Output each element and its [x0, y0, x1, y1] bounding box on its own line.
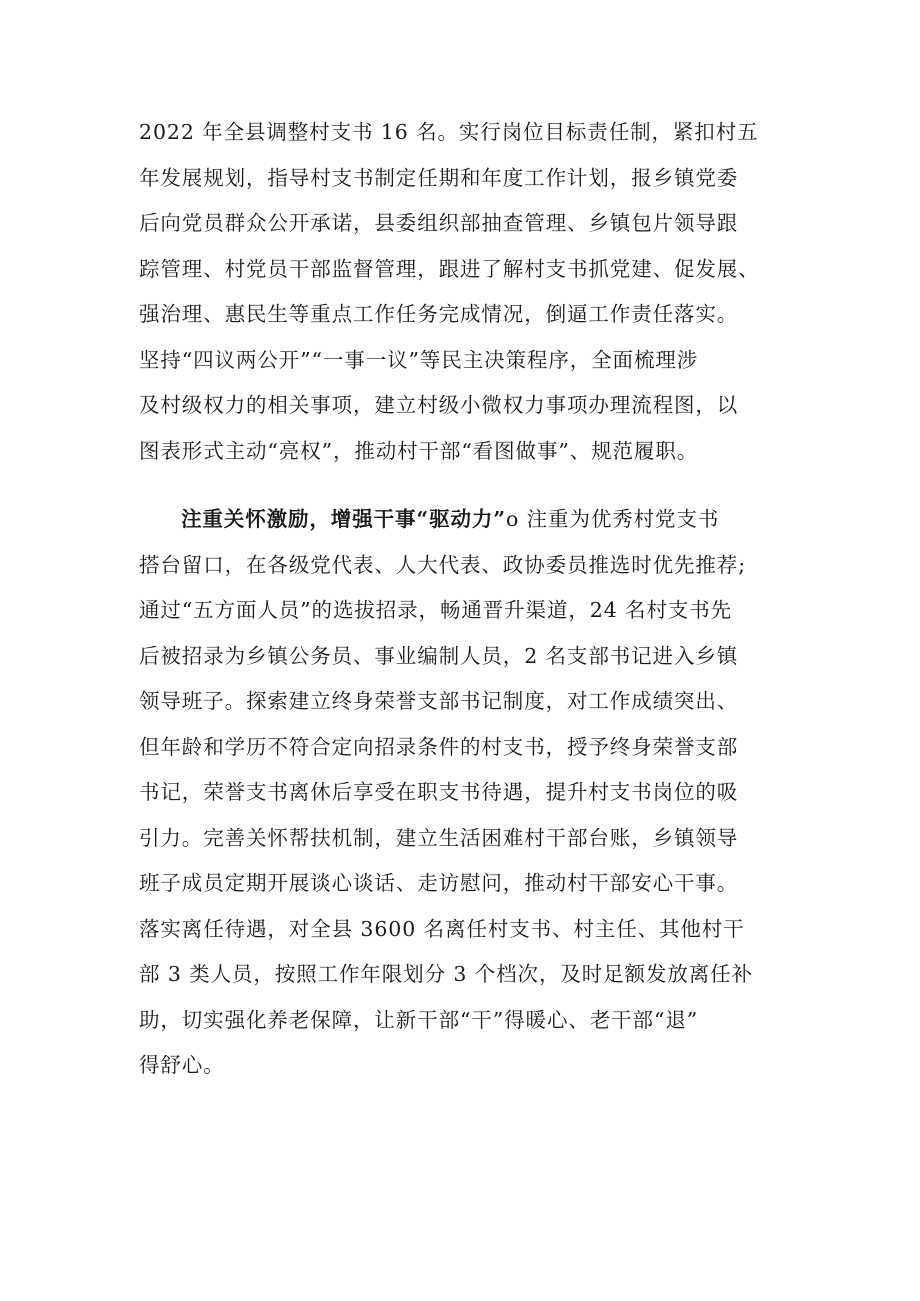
text-line: 坚持“四议两公开”“一事一议”等民主决策程序，全面梳理涉 — [139, 347, 699, 372]
text-line: 得舒心。 — [139, 1053, 225, 1077]
text-line: 通过“五方面人员”的选拔招录，畅通晋升渠道，24 名村支书先 — [139, 598, 733, 622]
text-line: 搭台留口，在各级党代表、人大代表、政协委员推选时优先推荐; — [139, 552, 747, 577]
text-line: 及村级权力的相关事项，建立村级小微权力事项办理流程图，以 — [139, 393, 739, 417]
text-line: 图表形式主动“亮权”，推动村干部“看图做事”、规范履职。 — [139, 438, 699, 463]
text-line: 2022 年全县调整村支书 16 名。实行岗位目标责任制，紧扣村五 — [139, 120, 759, 144]
text-line: 部 3 类人员，按照工作年限划分 3 个档次，及时足额发放离任补 — [139, 962, 753, 986]
text-line: 年发展规划，指导村支书制定任期和年度工作计划，报乡镇党委 — [139, 165, 739, 190]
heading-continuation: o 注重为优秀村党支书 — [505, 507, 720, 531]
paragraph-heading: 注重关怀激励，增强干事“驱动力” — [181, 507, 506, 531]
text-line: 强治理、惠民生等重点工作任务完成情况，倒逼工作责任落实。 — [139, 302, 739, 326]
text-line-first — [139, 497, 799, 543]
paragraph-care-and-incentives — [139, 497, 799, 1089]
text-line: 但年龄和学历不符合定向招录条件的村支书，授予终身荣誉支部 — [139, 734, 739, 759]
text-line: 后向党员群众公开承诺，县委组织部抽查管理、乡镇包片领导跟 — [139, 211, 739, 235]
text-line: 踪管理、村党员干部监督管理，跟进了解村支书抓党建、促发展、 — [139, 256, 760, 281]
text-line: 领导班子。探索建立终身荣誉支部书记制度，对工作成绩突出、 — [139, 689, 739, 713]
text-line: 落实离任待遇，对全县 3600 名离任村支书、村主任、其他村干 — [139, 916, 745, 941]
text-line: 班子成员定期开展谈心谈话、走访慰问，推动村干部安心干事。 — [139, 871, 739, 895]
paragraph-village-secretary-management — [139, 110, 799, 474]
text-line: 助，切实强化养老保障，让新干部“干”得暖心、老干部“退” — [139, 1007, 699, 1032]
text-line: 引力。完善关怀帮扶机制，建立生活困难村干部台账，乡镇领导 — [139, 825, 739, 850]
text-line: 书记，荣誉支书离休后享受在职支书待遇，提升村支书岗位的吸 — [139, 780, 739, 804]
text-line: 后被招录为乡镇公务员、事业编制人员，2 名支部书记进入乡镇 — [139, 643, 739, 668]
